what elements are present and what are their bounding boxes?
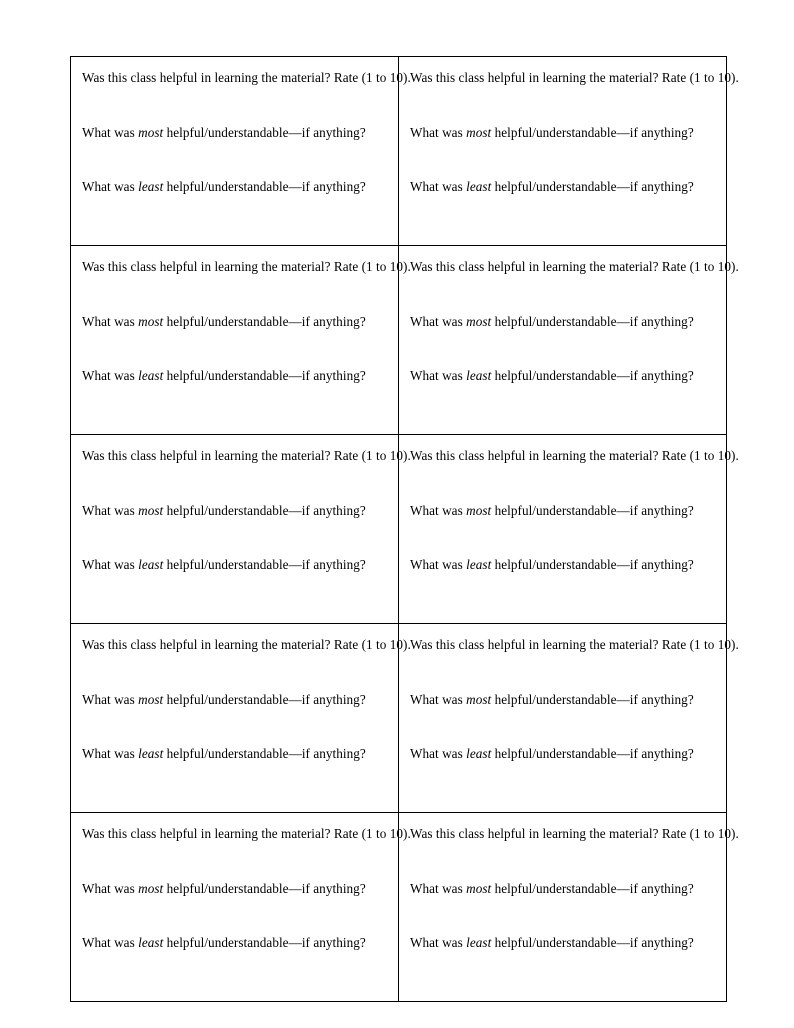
question-rating-text: Was this class helpful in learning the material? Rate (1 to 10). xyxy=(410,70,739,85)
question-rating xyxy=(410,448,739,463)
question-most-helpful xyxy=(82,693,388,707)
question-most-helpful-suffix: helpful/understandable—if anything? xyxy=(491,313,694,329)
question-least-helpful-emphasis: least xyxy=(138,556,164,572)
table-row xyxy=(71,246,727,435)
question-most-helpful-emphasis: most xyxy=(138,691,164,707)
feedback-slip-content xyxy=(399,813,739,1001)
question-least-helpful-emphasis: least xyxy=(466,745,492,761)
question-least-helpful-prefix: What was xyxy=(410,745,467,761)
question-least-helpful-suffix: helpful/understandable—if anything? xyxy=(163,745,366,761)
question-most-helpful xyxy=(82,882,388,896)
question-most-helpful xyxy=(82,126,388,140)
question-least-helpful xyxy=(82,936,388,950)
question-most-helpful-emphasis: most xyxy=(138,880,164,896)
question-most-helpful-emphasis: most xyxy=(138,124,164,140)
question-least-helpful xyxy=(82,747,388,761)
question-least-helpful-prefix: What was xyxy=(82,745,139,761)
question-least-helpful-emphasis: least xyxy=(466,556,492,572)
question-rating-text: Was this class helpful in learning the material? Rate (1 to 10). xyxy=(82,70,411,85)
question-most-helpful-prefix: What was xyxy=(410,502,467,518)
question-most-helpful-emphasis: most xyxy=(138,502,164,518)
feedback-slip-content xyxy=(71,813,411,1001)
feedback-slip-content xyxy=(71,57,411,245)
question-most-helpful-suffix: helpful/understandable—if anything? xyxy=(163,691,366,707)
feedback-slip-cell xyxy=(399,246,739,435)
question-least-helpful-suffix: helpful/understandable—if anything? xyxy=(491,745,694,761)
question-least-helpful-prefix: What was xyxy=(410,556,467,572)
question-least-helpful-emphasis: least xyxy=(138,934,164,950)
feedback-slip-cell xyxy=(399,624,739,813)
question-most-helpful-prefix: What was xyxy=(82,691,139,707)
table-row xyxy=(71,624,727,813)
feedback-slip-content xyxy=(399,57,739,245)
question-least-helpful xyxy=(82,369,388,383)
question-least-helpful-suffix: helpful/understandable—if anything? xyxy=(163,367,366,383)
feedback-slip-cell xyxy=(71,57,411,246)
question-most-helpful-prefix: What was xyxy=(82,313,139,329)
question-most-helpful-prefix: What was xyxy=(410,691,467,707)
question-most-helpful-suffix: helpful/understandable—if anything? xyxy=(491,124,694,140)
question-rating-text: Was this class helpful in learning the material? Rate (1 to 10). xyxy=(82,448,411,463)
question-most-helpful-suffix: helpful/understandable—if anything? xyxy=(163,124,366,140)
feedback-slip-cell xyxy=(71,813,411,1002)
question-most-helpful-emphasis: most xyxy=(466,691,492,707)
question-rating-text: Was this class helpful in learning the material? Rate (1 to 10). xyxy=(410,826,739,841)
question-least-helpful xyxy=(82,558,388,572)
question-least-helpful xyxy=(410,747,716,761)
table-row xyxy=(71,435,727,624)
question-least-helpful-suffix: helpful/understandable—if anything? xyxy=(163,556,366,572)
question-least-helpful-prefix: What was xyxy=(82,934,139,950)
question-least-helpful-suffix: helpful/understandable—if anything? xyxy=(163,934,366,950)
question-least-helpful-prefix: What was xyxy=(410,178,467,194)
question-most-helpful-suffix: helpful/understandable—if anything? xyxy=(491,691,694,707)
feedback-slip-table xyxy=(70,56,739,1002)
question-most-helpful xyxy=(410,315,716,329)
table-row xyxy=(71,57,727,246)
question-least-helpful xyxy=(410,180,716,194)
question-most-helpful-suffix: helpful/understandable—if anything? xyxy=(163,880,366,896)
question-least-helpful-emphasis: least xyxy=(138,367,164,383)
question-most-helpful-suffix: helpful/understandable—if anything? xyxy=(491,880,694,896)
feedback-slip-cell xyxy=(71,624,411,813)
question-least-helpful-suffix: helpful/understandable—if anything? xyxy=(491,556,694,572)
question-most-helpful-suffix: helpful/understandable—if anything? xyxy=(163,313,366,329)
feedback-slip-cell xyxy=(71,246,411,435)
table-row xyxy=(71,813,727,1002)
question-rating-text: Was this class helpful in learning the material? Rate (1 to 10). xyxy=(82,637,411,652)
question-least-helpful xyxy=(410,558,716,572)
question-rating-text: Was this class helpful in learning the material? Rate (1 to 10). xyxy=(410,637,739,652)
question-least-helpful-prefix: What was xyxy=(82,556,139,572)
question-most-helpful xyxy=(82,315,388,329)
feedback-slip-content xyxy=(71,246,411,434)
question-rating xyxy=(82,259,411,274)
feedback-slip-cell xyxy=(71,435,411,624)
question-most-helpful-prefix: What was xyxy=(410,124,467,140)
feedback-slip-cell xyxy=(399,57,739,246)
question-rating xyxy=(82,70,411,85)
question-rating xyxy=(82,637,411,652)
question-least-helpful-emphasis: least xyxy=(138,178,164,194)
question-most-helpful-prefix: What was xyxy=(82,502,139,518)
question-least-helpful-suffix: helpful/understandable—if anything? xyxy=(491,178,694,194)
question-rating xyxy=(82,448,411,463)
question-least-helpful xyxy=(410,369,716,383)
question-least-helpful-prefix: What was xyxy=(410,934,467,950)
question-most-helpful-emphasis: most xyxy=(466,502,492,518)
question-most-helpful-prefix: What was xyxy=(410,880,467,896)
question-most-helpful-emphasis: most xyxy=(138,313,164,329)
feedback-slip-content xyxy=(399,246,739,434)
question-least-helpful-emphasis: least xyxy=(466,367,492,383)
question-most-helpful xyxy=(410,504,716,518)
question-most-helpful xyxy=(410,126,716,140)
question-rating xyxy=(410,70,739,85)
question-most-helpful xyxy=(410,882,716,896)
feedback-slip-table-body xyxy=(71,57,739,1002)
question-least-helpful-suffix: helpful/understandable—if anything? xyxy=(491,367,694,383)
question-most-helpful-emphasis: most xyxy=(466,124,492,140)
question-least-helpful-prefix: What was xyxy=(410,367,467,383)
feedback-slip-content xyxy=(71,435,411,623)
question-least-helpful-emphasis: least xyxy=(466,934,492,950)
question-most-helpful-suffix: helpful/understandable—if anything? xyxy=(163,502,366,518)
question-least-helpful-suffix: helpful/understandable—if anything? xyxy=(491,934,694,950)
question-most-helpful-prefix: What was xyxy=(82,880,139,896)
question-least-helpful-suffix: helpful/understandable—if anything? xyxy=(163,178,366,194)
question-rating-text: Was this class helpful in learning the material? Rate (1 to 10). xyxy=(82,826,411,841)
question-most-helpful xyxy=(82,504,388,518)
question-least-helpful-prefix: What was xyxy=(82,367,139,383)
question-least-helpful-emphasis: least xyxy=(466,178,492,194)
question-most-helpful-prefix: What was xyxy=(82,124,139,140)
question-rating xyxy=(410,259,739,274)
question-rating-text: Was this class helpful in learning the material? Rate (1 to 10). xyxy=(410,448,739,463)
question-rating xyxy=(410,637,739,652)
question-most-helpful-emphasis: most xyxy=(466,880,492,896)
feedback-slip-cell xyxy=(399,813,739,1002)
question-most-helpful xyxy=(410,693,716,707)
question-least-helpful xyxy=(410,936,716,950)
question-rating xyxy=(82,826,411,841)
question-least-helpful-prefix: What was xyxy=(82,178,139,194)
question-least-helpful-emphasis: least xyxy=(138,745,164,761)
question-least-helpful xyxy=(82,180,388,194)
question-most-helpful-prefix: What was xyxy=(410,313,467,329)
question-rating-text: Was this class helpful in learning the material? Rate (1 to 10). xyxy=(410,259,739,274)
feedback-slip-content xyxy=(399,624,739,812)
feedback-slip-content xyxy=(71,624,411,812)
question-rating xyxy=(410,826,739,841)
question-rating-text: Was this class helpful in learning the material? Rate (1 to 10). xyxy=(82,259,411,274)
question-most-helpful-suffix: helpful/understandable—if anything? xyxy=(491,502,694,518)
question-most-helpful-emphasis: most xyxy=(466,313,492,329)
feedback-slip-cell xyxy=(399,435,739,624)
feedback-slip-content xyxy=(399,435,739,623)
